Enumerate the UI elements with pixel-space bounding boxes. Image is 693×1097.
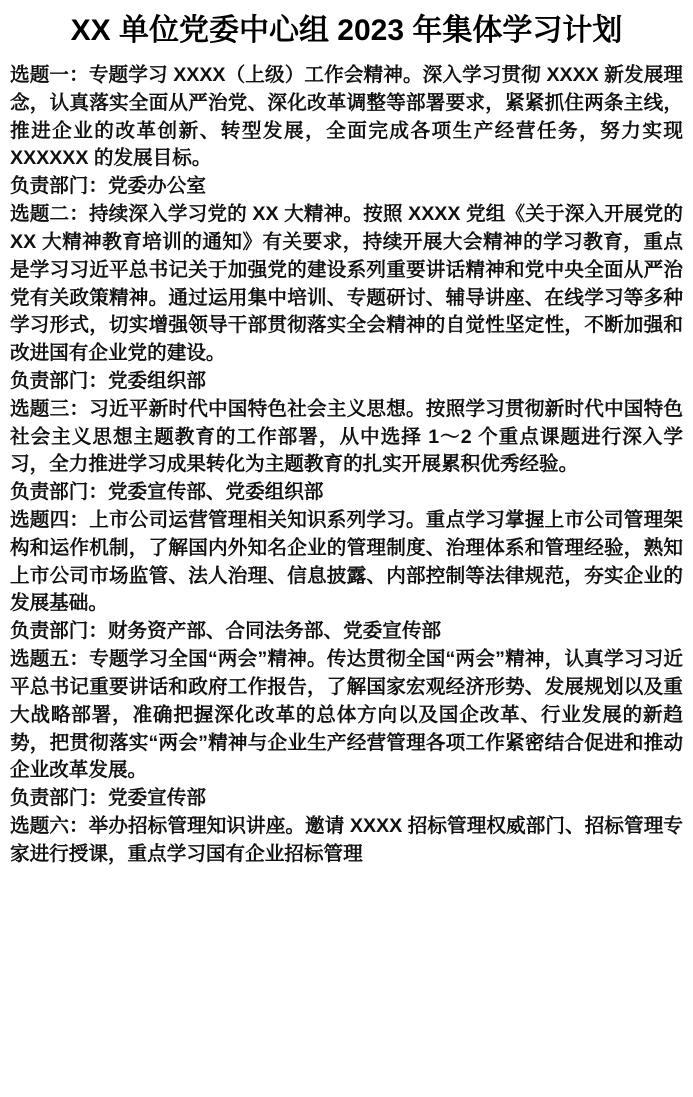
topic-paragraph-4: 选题四：上市公司运营管理相关知识系列学习。重点学习掌握上市公司管理架构和运作机制，了解国内外知名企业的管理制度、治理体系和管理经验，熟知上市公司市场监管、法人治理、信息披露、内部控制等法律规范，夯实企业的发展基础。	[10, 509, 683, 615]
responsible-dept-2: 负责部门：党委组织部	[10, 369, 206, 392]
responsible-dept-1: 负责部门：党委办公室	[10, 175, 206, 198]
document-body	[10, 62, 683, 1097]
page-title: XX 单位党委中心组 2023 年集体学习计划	[70, 14, 623, 47]
responsible-dept-4: 负责部门：财务资产部、合同法务部、党委宣传部	[10, 620, 442, 643]
responsible-dept-3: 负责部门：党委宣传部、党委组织部	[10, 481, 324, 504]
topic-paragraph-5: 选题五：专题学习全国“两会”精神。传达贯彻全国“两会”精神，认真学习习近平总书记重要讲话和政府工作报告，了解国家宏观经济形势、发展规划以及重大战略部署，准确把握深化改革的总体方向以及国企改革、行业发展的新趋势，把贯彻落实“两会”精神与企业生产经营管理各项工作紧密结合促进和推动企业改革发展。	[10, 648, 683, 782]
topic-paragraph-1: 选题一：专题学习 XXXX（上级）工作会精神。深入学习贯彻 XXXX 新发展理念，认真落实全面从严治党、深化改革调整等部署要求，紧紧抓住两条主线，推进企业的改革创新、转型发展，全面完成各项生产经营任务，努力实现 XXXXXX 的发展目标。	[10, 64, 683, 170]
responsible-dept-5: 负责部门：党委宣传部	[10, 787, 206, 810]
topic-paragraph-3: 选题三：习近平新时代中国特色社会主义思想。按照学习贯彻新时代中国特色社会主义思想主题教育的工作部署，从中选择 1～2 个重点课题进行深入学习，全力推进学习成果转化为主题教育的扎实开展累积优秀经验。	[10, 397, 683, 476]
topic-paragraph-2: 选题二：持续深入学习党的 XX 大精神。按照 XXXX 党组《关于深入开展党的 XX 大精神教育培训的通知》有关要求，持续开展大会精神的学习教育，重点是学习习近平总书记关于加强党的建设系列重要讲话精神和党中央全面从严治党有关政策精神。通过运用集中培训、专题研讨、辅导讲座、在线学习等多种学习形式，切实增强领导干部贯彻落实全会精神的自觉性坚定性，不断加强和改进国有企业党的建设。	[10, 203, 683, 365]
topic-paragraph-6: 选题六：举办招标管理知识讲座。邀请 XXXX 招标管理权威部门、招标管理专家进行授课，重点学习国有企业招标管理	[10, 814, 683, 865]
